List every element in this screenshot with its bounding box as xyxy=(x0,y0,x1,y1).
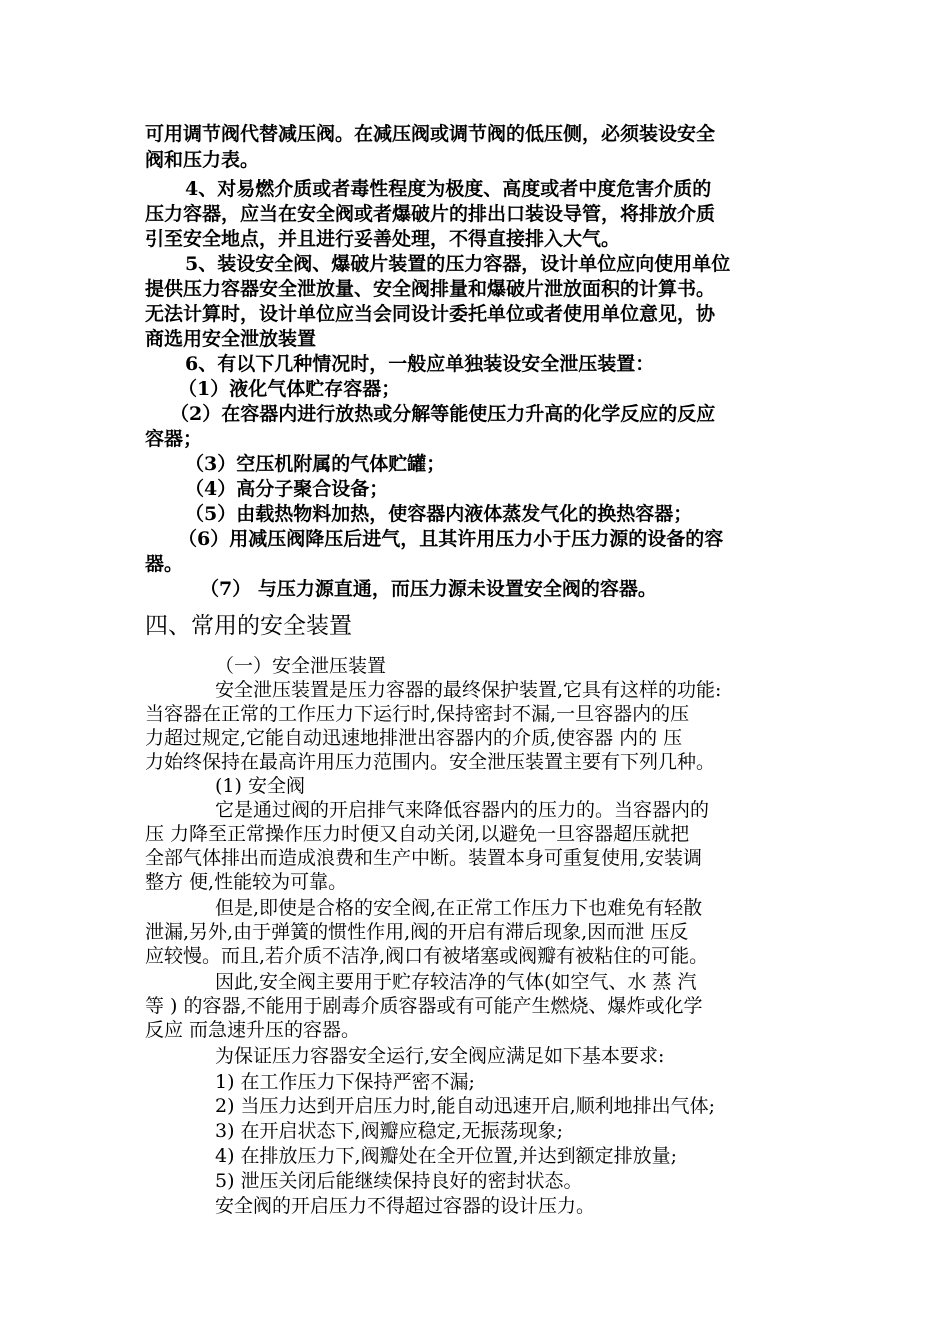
list-item: （6）用减压阀降压后进气，且其许用压力小于压力源的设备的容 xyxy=(178,528,724,550)
text-line: 安全阀的开启压力不得超过容器的设计压力。 xyxy=(215,1195,596,1217)
text-line: 等 ) 的容器,不能用于剧毒介质容器或有可能产生燃烧、爆炸或化学 xyxy=(145,995,703,1017)
text-line: 应较慢。而且,若介质不洁净,阀口有被堵塞或阀瓣有被粘住的可能。 xyxy=(145,945,709,967)
list-item: 2) 当压力达到开启压力时,能自动迅速开启,顺利地排出气体; xyxy=(215,1095,716,1117)
text-line: 安全泄压装置是压力容器的最终保护装置,它具有这样的功能: xyxy=(215,679,722,701)
text-line: 但是,即使是合格的安全阀,在正常工作压力下也难免有轻散 xyxy=(215,897,703,919)
text-line: 为保证压力容器安全运行,安全阀应满足如下基本要求: xyxy=(215,1045,665,1067)
list-item: （3）空压机附属的气体贮罐； xyxy=(185,453,446,475)
text-line: 当容器在正常的工作压力下运行时,保持密封不漏,一旦容器内的压 xyxy=(145,703,690,725)
text-line: 压 力降至正常操作压力时便又自动关闭,以避免一旦容器超压就把 xyxy=(145,823,690,845)
text-line: 它是通过阀的开启排气来降低容器内的压力的。当容器内的 xyxy=(215,799,710,821)
list-item: 3) 在开启状态下,阀瓣应稳定,无振荡现象; xyxy=(215,1120,564,1142)
list-item: （4）高分子聚合设备； xyxy=(185,478,389,500)
text-line: 无法计算时，设计单位应当会同设计委托单位或者使用单位意见，协 xyxy=(145,303,716,325)
text-line: 反应 而急速升压的容器。 xyxy=(145,1019,361,1041)
text-line: 压力容器，应当在安全阀或者爆破片的排出口装设导管，将排放介质 xyxy=(145,203,716,225)
list-item: （5）由载热物料加热，使容器内液体蒸发气化的换热容器； xyxy=(185,503,693,525)
text-line: 4、对易燃介质或者毒性程度为极度、高度或者中度危害介质的 xyxy=(185,178,712,200)
text-line: 泄漏,另外,由于弹簧的惯性作用,阀的开启有滞后现象,因而泄 压反 xyxy=(145,921,689,943)
subsection-heading: (1) 安全阀 xyxy=(215,775,305,797)
text-line: 可用调节阀代替减压阀。在减压阀或调节阀的低压侧，必须装设安全 xyxy=(145,123,716,145)
text-line: 力始终保持在最高许用压力范围内。安全泄压装置主要有下列几种。 xyxy=(145,751,716,773)
subsection-heading: （一）安全泄压装置 xyxy=(215,655,387,677)
text-line: 整方 便,性能较为可靠。 xyxy=(145,871,348,893)
text-line: 5、装设安全阀、爆破片装置的压力容器，设计单位应向使用单位 xyxy=(185,253,731,275)
text-line: 6、有以下几种情况时，一般应单独装设安全泄压装置： xyxy=(185,353,655,375)
list-item: 1) 在工作压力下保持严密不漏; xyxy=(215,1071,475,1093)
text-line: 引至安全地点，并且进行妥善处理，不得直接排入大气。 xyxy=(145,228,621,250)
text-line: 容器； xyxy=(145,428,203,450)
text-line: 商选用安全泄放装置 xyxy=(145,328,317,350)
list-item: （2）在容器内进行放热或分解等能使压力升高的化学反应的反应 xyxy=(170,403,716,425)
text-line: 全部气体排出而造成浪费和生产中断。装置本身可重复使用,安装调 xyxy=(145,847,703,869)
list-item: 5) 泄压关闭后能继续保持良好的密封状态。 xyxy=(215,1170,583,1192)
text-line: 阀和压力表。 xyxy=(145,149,260,171)
list-item: （7） 与压力源直通，而压力源未设置安全阀的容器。 xyxy=(200,578,657,600)
text-line: 器。 xyxy=(145,553,184,575)
text-line: 提供压力容器安全泄放量、安全阀排量和爆破片泄放面积的计算书。 xyxy=(145,278,716,300)
text-line: 因此,安全阀主要用于贮存较洁净的气体(如空气、水 蒸 汽 xyxy=(215,971,697,993)
text-line: 力超过规定,它能自动迅速地排泄出容器内的介质,使容器 内的 压 xyxy=(145,727,683,749)
list-item: 4) 在排放压力下,阀瓣处在全开位置,并达到额定排放量; xyxy=(215,1145,678,1167)
section-heading: 四、常用的安全装置 xyxy=(145,613,352,639)
list-item: （1）液化气体贮存容器； xyxy=(178,378,401,400)
